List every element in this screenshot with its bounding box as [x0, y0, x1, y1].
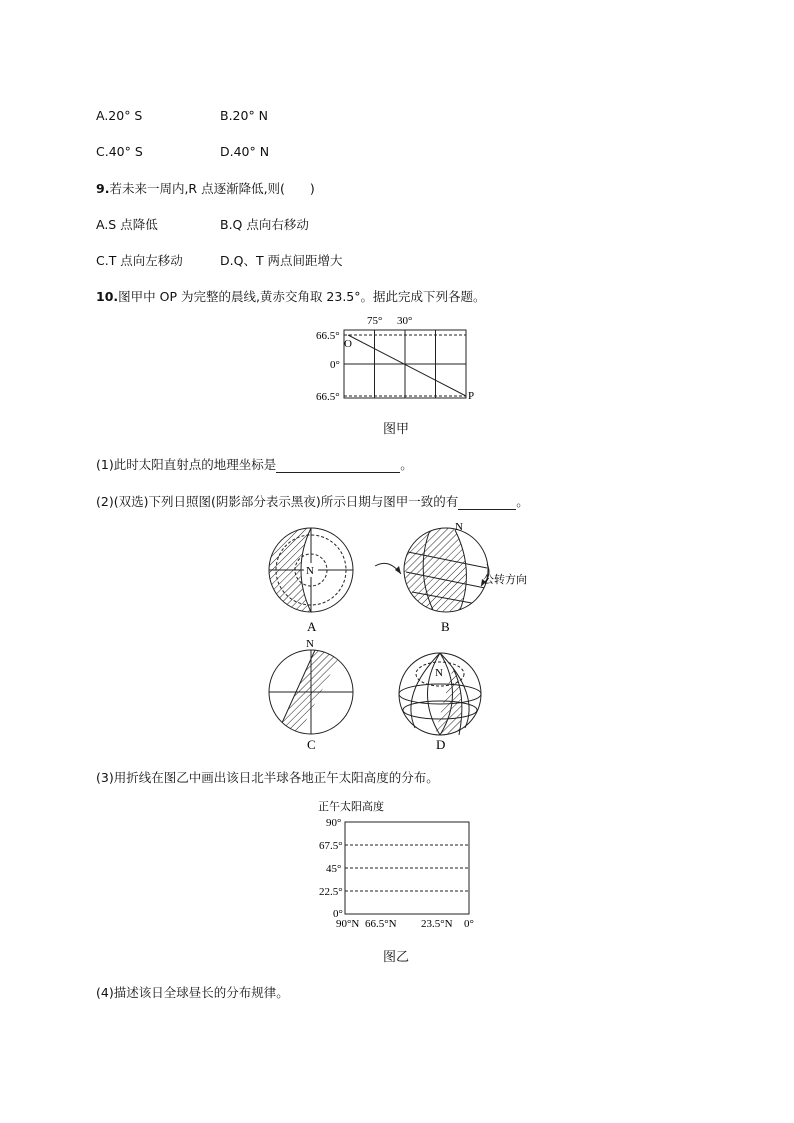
fig1-caption: 图甲: [383, 421, 410, 436]
globe-b-n: N: [455, 521, 463, 533]
q10-sub2-answer-blank[interactable]: [458, 496, 516, 510]
q10-sub2-text: (2)(双选)下列日照图(阴影部分表示黑夜)所示日期与图甲一致的有: [96, 494, 459, 509]
globe-label-b: B: [441, 619, 450, 634]
globe-a-n: N: [306, 565, 314, 577]
figure-yi: [310, 798, 490, 933]
q8-option-c: C.40° S: [96, 144, 143, 159]
q9-option-b: B.Q 点向右移动: [220, 217, 309, 232]
q10-sub2: [96, 492, 529, 510]
fig2-ytick-45: 45°: [326, 863, 342, 875]
q10-sub3: (3)用折线在图乙中画出该日北半球各地正午太阳高度的分布。: [96, 770, 439, 785]
fig1-lat-bot: 66.5°: [316, 391, 340, 403]
q10-sub1-suffix: 。: [400, 457, 413, 472]
globe-figures: [255, 516, 555, 756]
q10-number: 10.: [96, 289, 119, 304]
q8-option-b: B.20° N: [220, 108, 269, 123]
q10-sub1-answer-blank[interactable]: [276, 459, 400, 473]
globe-d-n: N: [435, 667, 443, 679]
globe-label-c: C: [307, 737, 316, 752]
fig2-xtick-90n: 90°N: [336, 918, 360, 930]
q9-option-a: A.S 点降低: [96, 217, 158, 232]
q10-text: 图甲中 OP 为完整的晨线,黄赤交角取 23.5°。据此完成下列各题。: [118, 289, 486, 304]
q10-sub2-suffix: 。: [516, 494, 529, 509]
globe-label-a: A: [307, 619, 317, 634]
fig1-lon-30: 30°: [397, 315, 413, 327]
q9-option-c: C.T 点向左移动: [96, 253, 183, 268]
fig2-ytick-0: 0°: [333, 908, 343, 920]
q9-text: 若未来一周内,R 点逐渐降低,则( ): [109, 181, 315, 196]
fig1-lat-top: 66.5°: [316, 330, 340, 342]
globe-c-n: N: [306, 638, 314, 650]
fig2-ytick-67: 67.5°: [319, 840, 343, 852]
fig1-lat-mid: 0°: [330, 359, 340, 371]
q9-stem: [96, 179, 315, 197]
fig1-point-p: P: [468, 390, 475, 402]
globe-b-rotation-label: 公转方向: [483, 574, 527, 586]
globe-a: [269, 528, 353, 612]
fig2-title: 正午太阳高度: [318, 801, 384, 813]
q9-number: 9.: [96, 181, 110, 196]
fig1-lon-75: 75°: [367, 315, 383, 327]
fig2-xtick-0: 0°: [464, 918, 474, 930]
q10-stem: [96, 287, 486, 305]
globe-c: [269, 638, 353, 734]
globe-d: [399, 653, 481, 735]
q8-option-d: D.40° N: [220, 144, 270, 159]
fig2-xtick-23n: 23.5°N: [421, 918, 453, 930]
globe-label-d: D: [436, 737, 446, 752]
globe-b: [375, 521, 527, 612]
fig2-ytick-22: 22.5°: [319, 886, 343, 898]
fig1-point-o: O: [344, 338, 352, 350]
terminator-line-op: [348, 335, 466, 396]
q8-option-a: A.20° S: [96, 108, 143, 123]
q9-option-d: D.Q、T 两点间距增大: [220, 253, 343, 268]
figure-jia: [310, 312, 490, 412]
q10-sub4: (4)描述该日全球昼长的分布规律。: [96, 985, 289, 1000]
q10-sub1-text: (1)此时太阳直射点的地理坐标是: [96, 457, 277, 472]
fig2-ytick-90: 90°: [326, 817, 342, 829]
fig2-xtick-66n: 66.5°N: [365, 918, 397, 930]
q10-sub1: [96, 455, 413, 473]
fig2-caption: 图乙: [383, 949, 410, 964]
